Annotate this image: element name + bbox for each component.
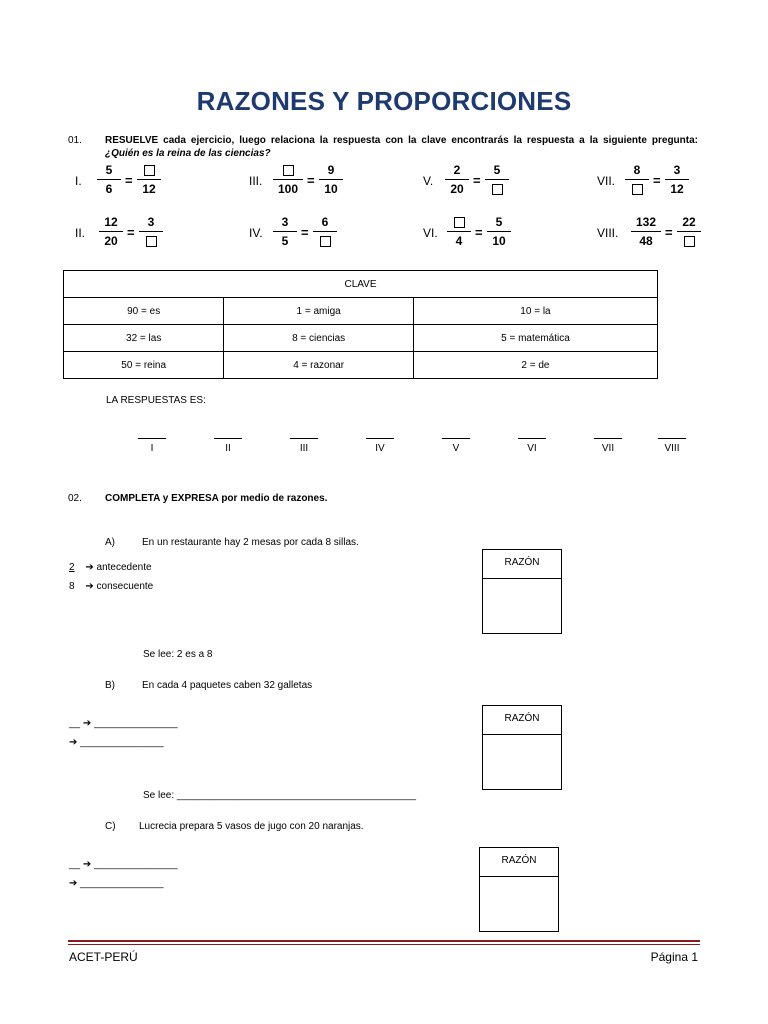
blank-short[interactable]: __: [69, 718, 81, 729]
equals-sign: =: [473, 173, 481, 188]
fraction: [319, 162, 343, 197]
exercise-number: IV.: [249, 226, 263, 240]
answer-slot-label: I: [150, 443, 154, 454]
fraction: [273, 162, 303, 197]
blank-long[interactable]: _______________: [94, 718, 178, 729]
footer-left: ACET-PERÚ: [69, 950, 138, 964]
exercise-number: II.: [75, 226, 86, 240]
part-a-reading: Se lee: 2 es a 8: [143, 649, 213, 660]
answer-slot-label: V: [452, 443, 460, 454]
denominator: [139, 233, 163, 249]
answers-label: LA RESPUESTAS ES:: [106, 395, 206, 406]
answer-box[interactable]: [283, 165, 294, 176]
fraction: [139, 214, 163, 249]
blank-long[interactable]: _______________: [80, 878, 164, 889]
denominator: [485, 181, 509, 197]
answer-slot-label: VIII: [664, 443, 680, 454]
denominator: 12: [670, 182, 684, 196]
part-b-reading[interactable]: Se lee: ___________________________________________: [143, 790, 417, 801]
answer-box[interactable]: [492, 184, 503, 195]
part-c-text: Lucrecia prepara 5 vasos de jugo con 20 naranjas.: [139, 821, 364, 832]
fraction: [273, 214, 297, 249]
razon-box-b[interactable]: [482, 705, 562, 790]
arrow-icon: ➔: [82, 718, 92, 729]
clave-cell: 1 = amiga: [224, 298, 414, 325]
exercise-number: III.: [249, 174, 263, 188]
fraction: [97, 162, 121, 197]
footer-page-number: Página 1: [650, 950, 698, 964]
exercise-number: VI.: [423, 226, 438, 240]
part-b-text: En cada 4 paquetes caben 32 galletas: [142, 680, 313, 691]
numerator: 9: [327, 163, 335, 177]
answer-slot-label: II: [225, 443, 231, 454]
exercise-number: VIII.: [597, 226, 619, 240]
clave-cell: 90 = es: [64, 298, 224, 325]
answer-box[interactable]: [146, 236, 157, 247]
answer-box[interactable]: [144, 165, 155, 176]
footer-divider: [68, 940, 700, 942]
razon-box-c[interactable]: [479, 847, 559, 932]
answer-slot[interactable]: [288, 432, 320, 454]
razon-answer-area[interactable]: [483, 579, 561, 633]
arrow-icon: ➔: [69, 737, 78, 748]
clave-cell: 10 = la: [413, 298, 657, 325]
numerator: 22: [682, 215, 696, 229]
answer-slot-label: III: [299, 443, 309, 454]
fraction: [313, 214, 337, 249]
part-a-text: En un restaurante hay 2 mesas por cada 8 sillas.: [142, 537, 359, 548]
clave-cell: 8 = ciencias: [224, 325, 414, 352]
blank-long[interactable]: _______________: [94, 859, 178, 870]
denominator: 10: [324, 182, 338, 196]
numerator: [273, 162, 303, 178]
antecedente-value: 2: [69, 562, 75, 573]
exercise-number: V.: [423, 174, 434, 188]
question-1-question: ¿Quién es la reina de las ciencias?: [105, 148, 271, 159]
denominator: 5: [281, 234, 289, 248]
numerator: 132: [635, 215, 657, 229]
numerator: 12: [104, 215, 118, 229]
numerator: [137, 162, 161, 178]
fraction: [487, 214, 511, 249]
answer-slot[interactable]: [440, 432, 472, 454]
part-c-letter: C): [105, 821, 116, 832]
razon-box-label: RAZÓN: [480, 848, 558, 877]
numerator: [447, 214, 471, 230]
antecedente-label: antecedente: [96, 562, 152, 573]
fraction: [625, 162, 649, 197]
numerator: 5: [493, 163, 501, 177]
denominator: 48: [639, 234, 653, 248]
answer-box[interactable]: [320, 236, 331, 247]
clave-header: CLAVE: [64, 271, 658, 298]
answer-slot[interactable]: [656, 432, 688, 454]
denominator: [677, 233, 701, 249]
denominator: 20: [450, 182, 464, 196]
numerator: 3: [147, 215, 155, 229]
clave-cell: 32 = las: [64, 325, 224, 352]
footer-divider-thin: [68, 944, 700, 945]
numerator: 5: [105, 163, 113, 177]
fraction: [99, 214, 123, 249]
answer-slot-label: VI: [527, 443, 537, 454]
numerator: 8: [633, 163, 641, 177]
numerator: 3: [673, 163, 681, 177]
denominator: 12: [142, 182, 156, 196]
blank-long[interactable]: _______________: [80, 737, 164, 748]
arrow-icon: ➔: [82, 859, 92, 870]
numerator: 2: [453, 163, 461, 177]
denominator: 10: [492, 234, 506, 248]
arrow-icon: ➔: [85, 581, 94, 592]
fraction: [665, 162, 689, 197]
part-b-letter: B): [105, 680, 115, 691]
clave-cell: 5 = matemática: [413, 325, 657, 352]
clave-table: [63, 270, 658, 379]
answer-slot-label: VII: [601, 443, 615, 454]
fraction: [137, 162, 161, 197]
answer-slot-label: IV: [375, 443, 385, 454]
denominator: 100: [277, 182, 299, 196]
part-a-letter: A): [105, 537, 115, 548]
razon-answer-area[interactable]: [483, 735, 561, 789]
answer-slot[interactable]: [212, 432, 244, 454]
fraction: [485, 162, 509, 197]
clave-cell: 50 = reina: [64, 352, 224, 379]
fraction: [631, 214, 661, 249]
denominator: 20: [104, 234, 118, 248]
numerator: 6: [321, 215, 329, 229]
blank-short[interactable]: __: [69, 859, 81, 870]
fraction: [677, 214, 701, 249]
equals-sign: =: [665, 225, 673, 240]
consecuente-value: 8: [69, 581, 75, 592]
answer-slot[interactable]: [136, 432, 168, 454]
question-2-instruction: COMPLETA y EXPRESA por medio de razones.: [105, 493, 328, 504]
equals-sign: =: [307, 173, 315, 188]
equals-sign: =: [475, 225, 483, 240]
page-title: RAZONES Y PROPORCIONES: [196, 86, 572, 116]
denominator: [625, 181, 649, 197]
exercise-number: VII.: [597, 174, 616, 188]
fraction: [447, 214, 471, 249]
question-number-1: 01.: [68, 135, 82, 146]
answer-slot[interactable]: [516, 432, 548, 454]
equals-sign: =: [301, 225, 309, 240]
fraction: [445, 162, 469, 197]
equals-sign: =: [125, 173, 133, 188]
question-number-2: 02.: [68, 493, 82, 504]
answer-slot[interactable]: [364, 432, 396, 454]
numerator: 3: [281, 215, 289, 229]
arrow-icon: ➔: [69, 878, 78, 889]
answer-slot[interactable]: [592, 432, 624, 454]
equals-sign: =: [653, 173, 661, 188]
denominator: 6: [105, 182, 113, 196]
razon-box-label: RAZÓN: [483, 550, 561, 579]
consecuente-label: consecuente: [96, 581, 154, 592]
question-1-instruction: RESUELVE cada ejercicio, luego relaciona la respuesta con la clave encontrarás la respuesta a la siguiente pregunta:: [105, 135, 698, 146]
answer-box[interactable]: [632, 184, 643, 195]
numerator: 5: [495, 215, 503, 229]
arrow-icon: ➔: [85, 562, 94, 573]
answer-box[interactable]: [454, 217, 465, 228]
razon-box-a[interactable]: [482, 549, 562, 634]
answer-box[interactable]: [684, 236, 695, 247]
denominator: 4: [455, 234, 463, 248]
equals-sign: =: [127, 225, 135, 240]
razon-box-label: RAZÓN: [483, 706, 561, 735]
clave-cell: 4 = razonar: [224, 352, 414, 379]
razon-answer-area[interactable]: [480, 877, 558, 931]
exercise-number: I.: [75, 174, 82, 188]
clave-cell: 2 = de: [413, 352, 657, 379]
denominator: [313, 233, 337, 249]
